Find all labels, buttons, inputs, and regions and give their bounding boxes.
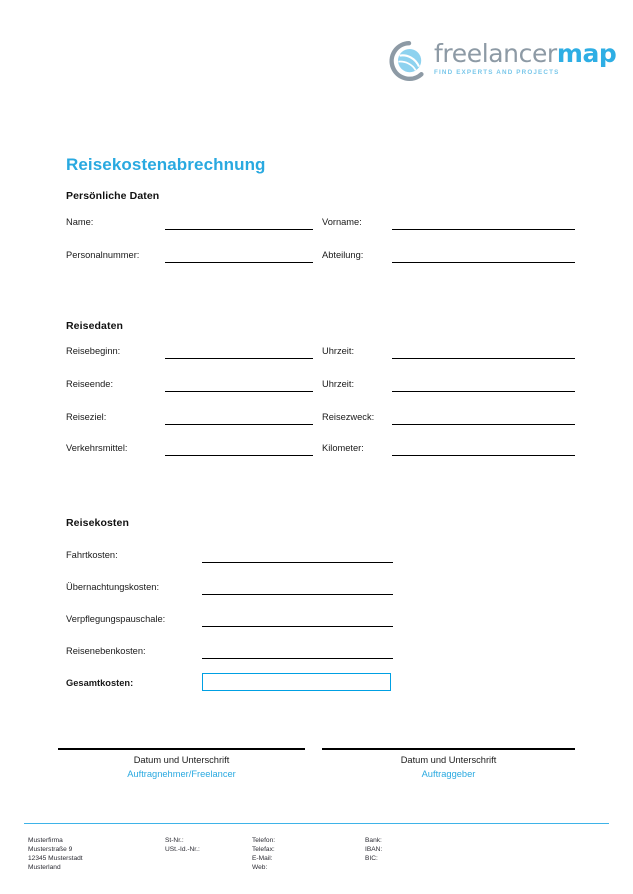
footer-line: USt.-Id.-Nr.:: [165, 846, 200, 854]
input-personalnummer[interactable]: [165, 262, 313, 263]
section-heading-personal-data: Persönliche Daten: [66, 190, 160, 202]
label-personalnummer: Personalnummer:: [66, 250, 140, 260]
freelancermap-circle-logo-icon: [388, 40, 430, 82]
section-heading-travel-costs: Reisekosten: [66, 517, 129, 529]
footer-line: Telefon:: [252, 837, 276, 844]
logo-word-secondary: map: [556, 39, 617, 68]
brand-logo: [388, 38, 617, 86]
label-vorname: Vorname:: [322, 217, 362, 227]
label-verkehrsmittel: Verkehrsmittel:: [66, 443, 128, 453]
footer-divider: [24, 823, 609, 824]
label-gesamtkosten: Gesamtkosten:: [66, 678, 134, 688]
label-reisenebenkosten: Reisenebenkosten:: [66, 646, 146, 656]
signature-line-client[interactable]: [322, 748, 575, 750]
input-uhrzeit-ende[interactable]: [392, 391, 575, 392]
footer-column-bank: [365, 836, 382, 863]
input-reiseende[interactable]: [165, 391, 313, 392]
input-kilometer[interactable]: [392, 455, 575, 456]
footer-line: Musterfirma: [28, 837, 63, 844]
label-reisebeginn: Reisebeginn:: [66, 346, 121, 356]
label-kilometer: Kilometer:: [322, 443, 364, 453]
logo-word-primary: freelancer: [434, 39, 557, 68]
label-uhrzeit-ende: Uhrzeit:: [322, 379, 355, 389]
label-name: Name:: [66, 217, 94, 227]
footer-column-contact: [252, 836, 275, 872]
input-reisezweck[interactable]: [392, 424, 575, 425]
input-verkehrsmittel[interactable]: [165, 455, 313, 456]
footer-column-tax: [165, 836, 200, 854]
label-uhrzeit-beginn: Uhrzeit:: [322, 346, 355, 356]
label-reiseende: Reiseende:: [66, 379, 114, 389]
input-name[interactable]: [165, 229, 313, 230]
footer-line: E-Mail:: [252, 855, 273, 863]
logo-tagline: FIND EXPERTS AND PROJECTS: [434, 69, 560, 76]
label-uebernachtungskosten: Übernachtungskosten:: [66, 582, 160, 592]
input-reisenebenkosten[interactable]: [202, 658, 393, 659]
input-gesamtkosten[interactable]: [202, 673, 391, 691]
input-uhrzeit-beginn[interactable]: [392, 358, 575, 359]
input-verpflegungspauschale[interactable]: [202, 626, 393, 627]
signature-subtitle-contractor: Auftragnehmer/Freelancer: [127, 769, 236, 779]
signature-caption-client: Datum und Unterschrift: [400, 755, 497, 765]
section-heading-travel-data: Reisedaten: [66, 320, 124, 332]
footer-line: Musterland: [28, 864, 61, 872]
label-abteilung: Abteilung:: [322, 250, 364, 260]
footer-line: BIC:: [365, 855, 378, 863]
input-uebernachtungskosten[interactable]: [202, 594, 393, 595]
input-vorname[interactable]: [392, 229, 575, 230]
input-reisebeginn[interactable]: [165, 358, 313, 359]
label-verpflegungspauschale: Verpflegungspauschale:: [66, 614, 166, 624]
footer-line: Telefax:: [252, 846, 275, 854]
label-reiseziel: Reiseziel:: [66, 412, 107, 422]
footer-line: Web:: [252, 864, 268, 872]
footer-line: IBAN:: [365, 846, 383, 854]
footer-line: Musterstraße 9: [28, 846, 73, 854]
page-title: Reisekostenabrechnung: [66, 155, 266, 174]
label-reisezweck: Reisezweck:: [322, 412, 375, 422]
footer-line: St-Nr.:: [165, 837, 184, 844]
footer-line: 12345 Musterstadt: [28, 855, 83, 863]
logo-wordmark: [434, 39, 617, 85]
footer-line: Bank:: [365, 837, 382, 844]
input-reiseziel[interactable]: [165, 424, 313, 425]
signature-line-contractor[interactable]: [58, 748, 305, 750]
input-fahrtkosten[interactable]: [202, 562, 393, 563]
signature-subtitle-client: Auftraggeber: [421, 769, 476, 779]
input-abteilung[interactable]: [392, 262, 575, 263]
label-fahrtkosten: Fahrtkosten:: [66, 550, 118, 560]
footer-column-company: [28, 836, 83, 872]
signature-caption-contractor: Datum und Unterschrift: [133, 755, 230, 765]
